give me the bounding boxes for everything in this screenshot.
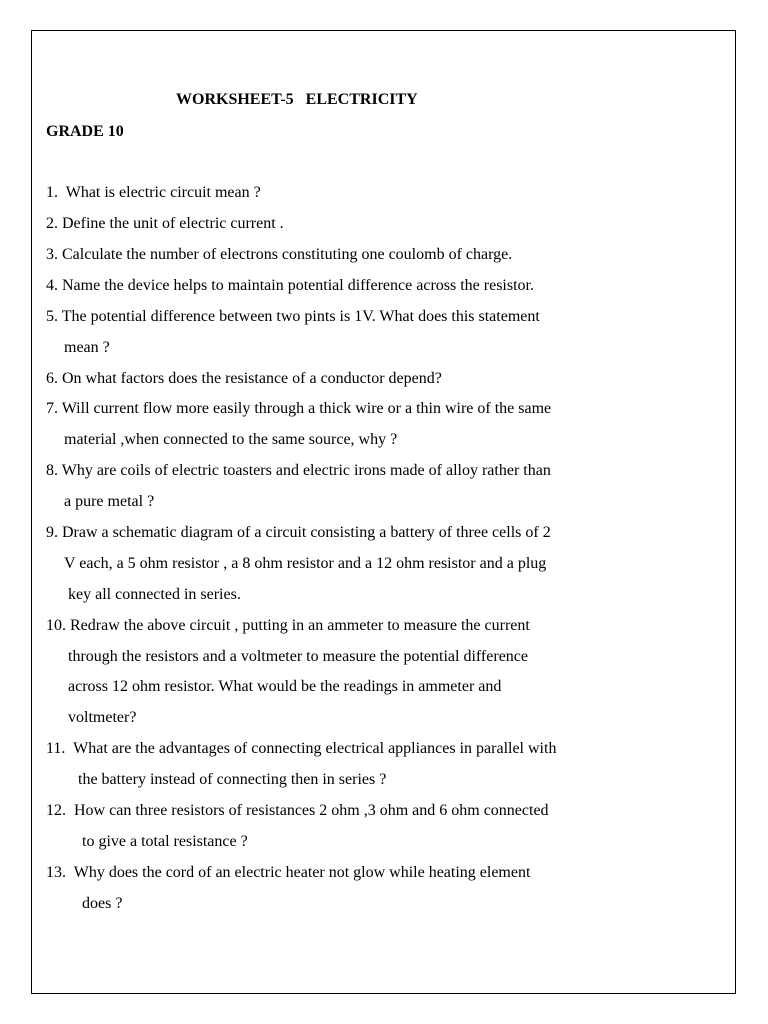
question-7-line-1: 7. Will current flow more easily through a thick wire or a thin wire of the same (46, 400, 552, 417)
question-12-line-2: to give a total resistance ? (82, 833, 248, 850)
question-2-line-1: 2. Define the unit of electric current . (46, 215, 284, 232)
question-9-line-1: 9. Draw a schematic diagram of a circuit consisting a battery of three cells of 2 (46, 524, 551, 541)
question-11-line-1: 11. What are the advantages of connecting electrical appliances in parallel with (46, 740, 557, 757)
question-9-line-3: key all connected in series. (68, 586, 241, 603)
question-10-line-1: 10. Redraw the above circuit , putting in an ammeter to measure the current (46, 617, 530, 634)
worksheet-title: WORKSHEET-5 ELECTRICITY (176, 91, 418, 108)
question-10-line-3: across 12 ohm resistor. What would be the readings in ammeter and (68, 678, 502, 695)
question-3-line-1: 3. Calculate the number of electrons constituting one coulomb of charge. (46, 246, 513, 263)
question-11-line-2: the battery instead of connecting then in series ? (78, 771, 387, 788)
question-10-line-4: voltmeter? (68, 709, 137, 726)
grade-label: GRADE 10 (46, 123, 124, 140)
question-13-line-2: does ? (82, 895, 123, 912)
question-13-line-1: 13. Why does the cord of an electric heater not glow while heating element (46, 864, 531, 881)
question-4-line-1: 4. Name the device helps to maintain potential difference across the resistor. (46, 277, 534, 294)
question-12-line-1: 12. How can three resistors of resistances 2 ohm ,3 ohm and 6 ohm connected (46, 802, 549, 819)
question-10-line-2: through the resistors and a voltmeter to measure the potential difference (68, 648, 528, 665)
question-8-line-2: a pure metal ? (64, 493, 155, 510)
question-5-line-2: mean ? (64, 339, 110, 356)
question-1-line-1: 1. What is electric circuit mean ? (46, 184, 261, 201)
question-5-line-1: 5. The potential difference between two pints is 1V. What does this statement (46, 308, 540, 325)
question-9-line-2: V each, a 5 ohm resistor , a 8 ohm resistor and a 12 ohm resistor and a plug (64, 555, 547, 572)
question-8-line-1: 8. Why are coils of electric toasters and electric irons made of alloy rather than (46, 462, 551, 479)
question-6-line-1: 6. On what factors does the resistance of a conductor depend? (46, 370, 442, 387)
question-7-line-2: material ,when connected to the same source, why ? (64, 431, 398, 448)
